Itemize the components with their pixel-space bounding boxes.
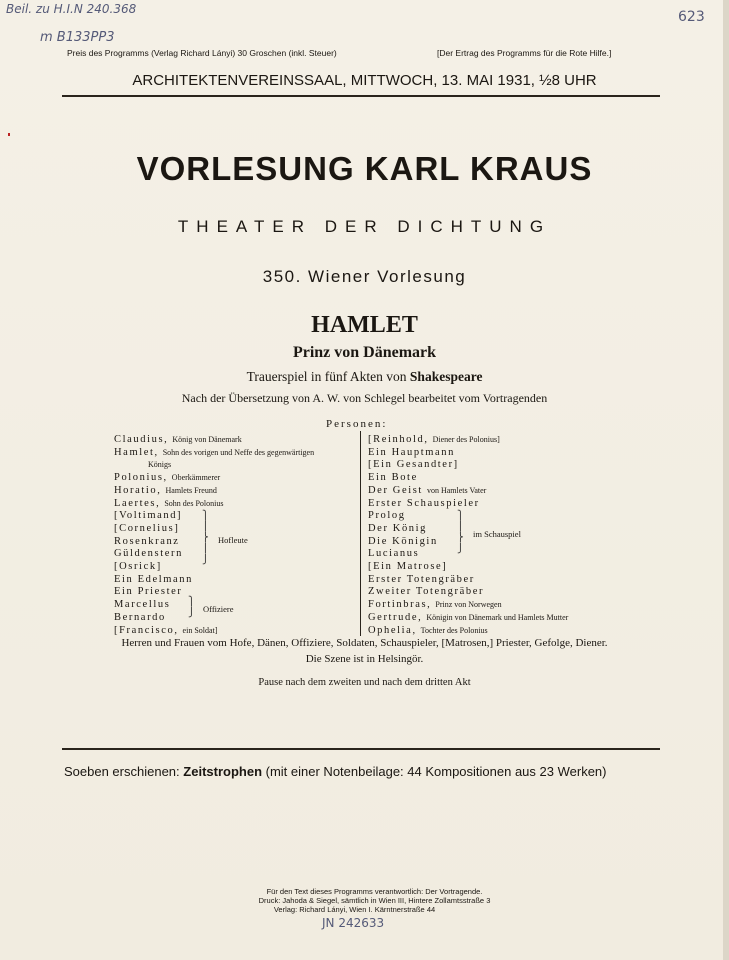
- announcement: [64, 764, 606, 779]
- imprint-line-2: Druck: Jahoda & Siegel, sämtlich in Wien III, Hintere Zollamtsstraße 3: [258, 896, 491, 905]
- cast-role-name: Polonius,: [114, 472, 168, 484]
- cast-role-note: König von Dänemark: [172, 435, 242, 444]
- cast-role-name: Der König: [368, 522, 428, 534]
- cast-left-row: [114, 485, 217, 497]
- cast-role-note: Oberkämmerer: [171, 473, 221, 483]
- play-genre: Trauerspiel in fünf Akten von: [246, 369, 407, 384]
- cast-left-row: [114, 561, 162, 573]
- play-author: Shakespeare: [409, 369, 483, 384]
- page-number: 623: [678, 9, 705, 25]
- cast-left-row: [114, 498, 223, 510]
- cast-role-note: Diener des Polonius]: [432, 435, 500, 444]
- cast-role-name: Ein Priester: [114, 586, 183, 598]
- brace-schauspiel: ⎫ ⎪ ⎬ ⎭: [457, 511, 464, 554]
- footer-rule: [62, 748, 660, 750]
- cast-role-name: Laertes,: [114, 497, 161, 509]
- group-schauspiel: im Schauspiel: [473, 529, 521, 539]
- cast-role-name: Fortinbras,: [368, 599, 432, 611]
- main-title: VORLESUNG KARL KRAUS: [136, 150, 593, 187]
- price-note: Preis des Programms (Verlag Richard Lányi) 30 Groschen (inkl. Steuer): [67, 48, 337, 58]
- cast-role-name: Hamlet,: [114, 446, 159, 458]
- cast-right-row: [368, 510, 406, 522]
- cast-role-name: Erster Totengräber: [368, 573, 475, 585]
- imprint-line-1: Für den Text dieses Programms verantwortlich: Der Vortragende.: [266, 887, 483, 896]
- cast-role-note: Sohn des vorigen und Neffe des gegenwärtigen: [162, 447, 315, 457]
- cast-left-row: [114, 447, 314, 459]
- cast-role-name: [Ein Gesandter]: [368, 459, 459, 471]
- cast-role-name: Prolog: [368, 510, 406, 522]
- cast-left-row: [144, 459, 171, 471]
- cast-right-row: [368, 447, 455, 459]
- brace-offiziere: ⎫ ⎭: [188, 597, 195, 618]
- cast-role-name: Bernardo: [114, 611, 166, 623]
- cast-divider: [360, 431, 361, 636]
- cast-left-row: [114, 434, 242, 446]
- red-mark: [8, 133, 10, 136]
- cast-role-name: Ein Edelmann: [114, 573, 193, 585]
- cast-left-row: [114, 523, 179, 535]
- cast-role-note: Sohn des Polonius: [164, 498, 224, 508]
- cast-right-row: [368, 523, 427, 535]
- announcement-title: Zeitstrophen: [183, 764, 263, 779]
- scene-note: Die Szene ist in Helsingör.: [305, 653, 424, 665]
- brace-hofleute: ⎫ ⎪ ⎬ ⎪ ⎭: [202, 511, 209, 565]
- announcement-prefix: Soeben erschienen:: [64, 764, 180, 779]
- cast-right-row: [368, 586, 484, 598]
- announcement-suffix: (mit einer Notenbeilage: 44 Kompositionen aus 23 Werken): [265, 764, 607, 779]
- cast-role-name: [Ein Matrose]: [368, 561, 448, 572]
- cast-role-name: Marcellus: [114, 599, 171, 611]
- cast-role-name: [Osrick]: [114, 561, 162, 572]
- cast-left-row: [114, 574, 193, 586]
- archive-stamp: Beil. zu H.I.N 240.368: [6, 2, 137, 16]
- cast-right-row: [368, 599, 502, 611]
- play-genre-line: [0, 369, 729, 385]
- cast-right-row: [368, 536, 438, 548]
- play-title: HAMLET: [311, 312, 418, 338]
- cast-role-note: Prinz von Norwegen: [435, 600, 502, 610]
- paper-edge: [723, 0, 729, 960]
- play-subtitle: Prinz von Dänemark: [292, 344, 437, 361]
- header-rule: [62, 95, 660, 97]
- cast-right-row: [368, 485, 486, 497]
- cast-role-name: Rosenkranz: [114, 535, 180, 547]
- cast-role-name: Ein Hauptmann: [368, 446, 455, 458]
- cast-role-name: Lucianus: [368, 548, 420, 560]
- cast-role-name: Ophelia,: [368, 624, 417, 636]
- bottom-number: JN 242633: [322, 916, 385, 930]
- cast-role-note: von Hamlets Vater: [426, 485, 487, 495]
- cast-left-row: [114, 472, 220, 484]
- cast-right-row: [368, 434, 500, 446]
- pause-note: Pause nach dem zweiten und nach dem dritten Akt: [258, 677, 471, 688]
- cast-role-name: Ein Bote: [368, 472, 418, 484]
- reading-number: 350. Wiener Vorlesung: [262, 267, 467, 286]
- cast-right-row: [368, 625, 488, 637]
- cast-role-note: ein Soldat]: [182, 625, 218, 635]
- cast-role-name: [Cornelius]: [114, 522, 180, 534]
- translation-note: Nach der Übersetzung von A. W. von Schlegel bearbeitet vom Vortragenden: [181, 391, 548, 405]
- cast-right-row: [368, 561, 447, 573]
- cast-role-name: Horatio,: [114, 484, 162, 496]
- group-offiziere: Offiziere: [203, 604, 234, 614]
- cast-role-name: Güldenstern: [114, 548, 183, 560]
- cast-role-name: [Voltimand]: [114, 510, 183, 522]
- cast-role-name: Gertrude,: [368, 611, 423, 623]
- proceeds-note: [Der Ertrag des Programms für die Rote Hilfe.]: [437, 48, 612, 58]
- cast-right-row: [368, 472, 418, 484]
- cast-left-row: [114, 548, 183, 560]
- imprint-line-3: Verlag: Richard Lányi, Wien I. Kärntnerstraße 44: [273, 905, 436, 914]
- group-hofleute: Hofleute: [218, 535, 248, 545]
- cast-right-row: [368, 498, 480, 510]
- cast-role-name: Erster Schauspieler: [368, 497, 480, 509]
- subtitle: THEATER DER DICHTUNG: [177, 217, 552, 236]
- cast-role-note: Königin von Dänemark und Hamlets Mutter: [426, 612, 569, 622]
- cast-left-row: [114, 586, 182, 598]
- cast-role-name: [Francisco,: [114, 624, 179, 636]
- cast-left-row: [114, 612, 166, 624]
- cast-left-row: [114, 599, 170, 611]
- cast-left-row: [114, 510, 182, 522]
- cast-role-name: Claudius,: [114, 434, 169, 445]
- cast-right-row: [368, 574, 475, 586]
- cast-extras: Herren und Frauen vom Hofe, Dänen, Offiziere, Soldaten, Schauspieler, [Matrosen,] Priester, Gefolge, Diener.: [121, 637, 608, 649]
- cast-role-note: Hamlets Freund: [165, 485, 217, 495]
- cast-right-row: [368, 612, 568, 624]
- cast-right-row: [368, 459, 459, 471]
- cast-heading: Personen:: [326, 418, 388, 430]
- inventory-number: m B133PP3: [40, 30, 115, 45]
- cast-role-name: [Reinhold,: [368, 434, 429, 445]
- cast-role-note: Königs: [148, 460, 172, 470]
- cast-role-name: Die Königin: [368, 535, 438, 547]
- cast-right-row: [368, 548, 419, 560]
- cast-role-name: Zweiter Totengräber: [368, 586, 485, 598]
- venue-line: ARCHITEKTENVEREINSSAAL, MITTWOCH, 13. MAI 1931, ½8 UHR: [132, 72, 597, 89]
- cast-left-row: [114, 536, 180, 548]
- cast-role-note: Tochter des Polonius: [420, 625, 488, 635]
- cast-role-name: Der Geist: [368, 484, 423, 496]
- cast-left-row: [114, 625, 217, 637]
